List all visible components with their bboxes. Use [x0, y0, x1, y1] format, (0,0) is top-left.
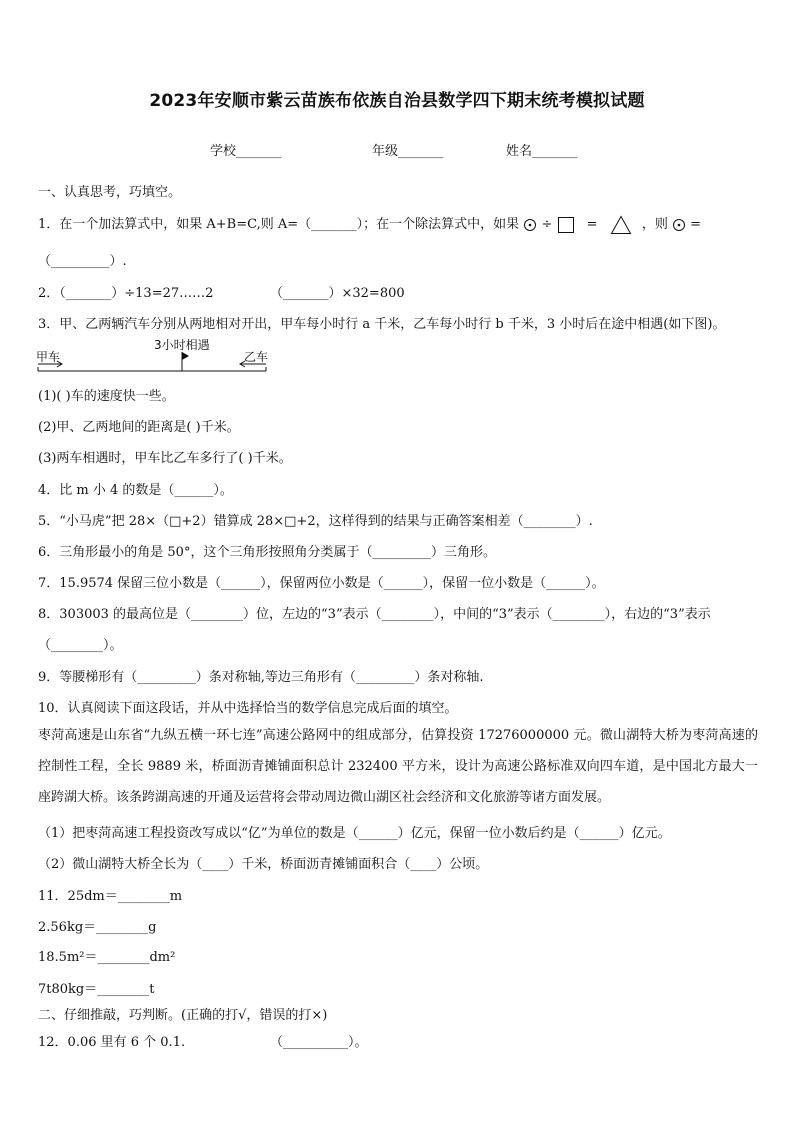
- name-field: 姓名_______: [506, 144, 578, 159]
- circle-dot-icon: [523, 218, 537, 232]
- question-12: 12．0.06 里有 6 个 0.1.: [38, 1035, 186, 1050]
- question-1-blank: （_________）.: [38, 254, 127, 269]
- question-8: 8．303003 的最高位是（________）位，左边的“3”表示（________），中间的“3”表示（________），右边的“3”表示: [38, 607, 711, 622]
- circle-dot-icon: [672, 218, 686, 232]
- grade-field: 年级_______: [372, 144, 444, 159]
- question-2b: （_______）×32=800: [270, 286, 405, 301]
- question-3-3: (3)两车相遇时，甲车比乙车多行了( )千米。: [38, 451, 292, 466]
- equals-sign-2: =: [690, 217, 702, 232]
- question-3-2: (2)甲、乙两地间的距离是( )千米。: [38, 420, 240, 435]
- diagram-lines: [36, 336, 276, 376]
- car-b-label: 乙车: [244, 350, 269, 364]
- question-4: 4．比 m 小 4 的数是（______）。: [38, 483, 233, 498]
- question-3-1: (1)( )车的速度快一些。: [38, 389, 175, 404]
- question-7: 7．15.9574 保留三位小数是（______），保留两位小数是（______），保留一位小数是（______）。: [38, 576, 605, 591]
- page-title: 2023年安顺市紫云苗族布依族自治县数学四下期末统考模拟试题: [149, 91, 645, 111]
- question-10-2: （2）微山湖特大桥全长为（____）千米，桥面沥青摊铺面积合（____）公顷。: [38, 857, 489, 872]
- question-11c: 18.5m²＝________dm²: [38, 950, 176, 965]
- division-sign: ÷: [541, 217, 553, 232]
- question-1: [38, 213, 701, 235]
- equals-sign: =: [586, 217, 598, 232]
- question-11d: 7t80kg＝________t: [38, 982, 155, 997]
- question-11b: 2.56kg＝________g: [38, 920, 157, 935]
- question-8-blank: （________）。: [38, 638, 123, 653]
- question-10: 10．认真阅读下面这段话，并从中选择恰当的数学信息完成后面的填空。: [38, 701, 458, 716]
- meeting-diagram: [36, 336, 276, 376]
- school-field: 学校_______: [210, 144, 282, 159]
- question-12-blank: （__________）。: [270, 1035, 368, 1050]
- question-11a: 11．25dm＝________m: [38, 889, 183, 904]
- meeting-label: 3小时相遇: [154, 338, 210, 352]
- question-1-text: 1．在一个加法算式中，如果 A+B=C,则 A=（_______）；在一个除法算式中，如果: [38, 217, 520, 232]
- triangle-icon: [610, 215, 632, 235]
- question-2a: 2．（_______）÷13=27……2: [38, 286, 214, 301]
- section-2-heading: 二、仔细推敲，巧判断。(正确的打√，错误的打×): [38, 1008, 328, 1023]
- question-5: 5．“小马虎”把 28×（□+2）错算成 28×□+2，这样得到的结果与正确答案相差（________）.: [38, 514, 593, 529]
- question-9: 9．等腰梯形有（_________）条对称轴,等边三角形有（_________）条对称轴.: [38, 670, 484, 685]
- section-1-heading: 一、认真思考，巧填空。: [38, 185, 182, 200]
- question-10-1: （1）把枣菏高速工程投资改写成以“亿”为单位的数是（______）亿元，保留一位小数后约是（______）亿元。: [38, 826, 671, 841]
- question-10-passage: 枣菏高速是山东省“九纵五横一环七连”高速公路网中的组成部分，估算投资 17276000000 元。微山湖特大桥为枣菏高速的控制性工程，全长 9889 米，桥面沥青摊铺面积总计 232400 平方米，设计为高速公路标准双向四车道，是中国北方最大一座跨湖大桥。该条跨湖高速的开通及运营将会带动周边微山湖区社会经济和文化旅游等诸方面发展。: [38, 728, 758, 805]
- square-icon: [557, 216, 575, 234]
- question-3: 3．甲、乙两辆汽车分别从两地相对开出，甲车每小时行 a 千米，乙车每小时行 b 千米，3 小时后在途中相遇(如下图)。: [38, 317, 726, 332]
- then-text: ，则: [641, 217, 668, 232]
- question-6: 6．三角形最小的角是 50°，这个三角形按照角分类属于（_________）三角形。: [38, 545, 496, 560]
- car-a-label: 甲车: [36, 350, 61, 364]
